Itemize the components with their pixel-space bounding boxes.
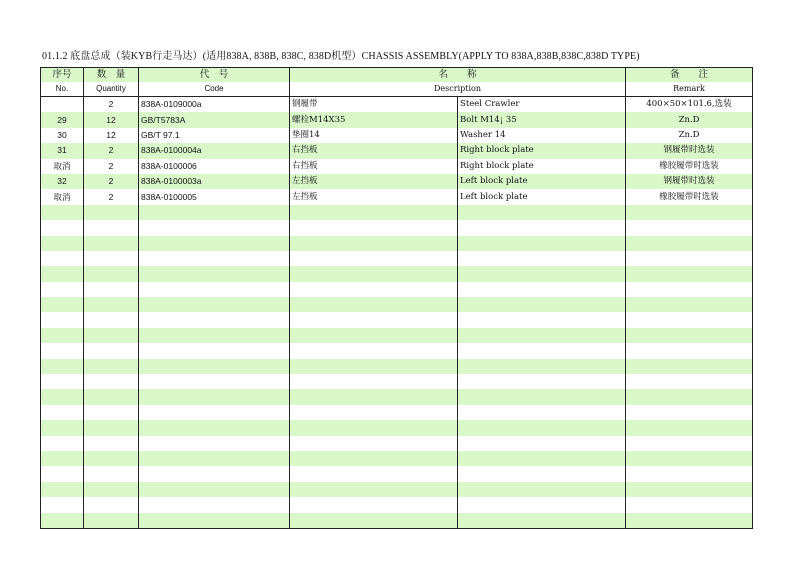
cell-remark: Zn.D — [626, 128, 753, 143]
cell-name-en — [458, 466, 626, 481]
cell-qty — [84, 251, 139, 266]
page-title: 01.1.2 底盘总成（装KYB行走马达）(适用838A, 838B, 838C, 838D机型）CHASSIS ASSEMBLY(APPLY TO 838A,838B,838C,838D TYPE) — [42, 51, 640, 62]
cell-code — [139, 359, 290, 374]
cell-remark — [626, 513, 753, 529]
header-remark-cn: 备 注 — [626, 68, 753, 83]
cell-remark — [626, 374, 753, 389]
header-qty-cn: 数 量 — [84, 68, 139, 83]
cell-remark — [626, 328, 753, 343]
empty-row — [41, 328, 753, 343]
empty-row — [41, 343, 753, 358]
cell-qty — [84, 297, 139, 312]
cell-name-cn: 左挡板 — [290, 174, 458, 189]
cell-code: 838A-0100005 — [139, 189, 290, 204]
cell-code — [139, 513, 290, 529]
cell-name-en: Steel Crawler — [458, 97, 626, 113]
empty-row — [41, 359, 753, 374]
cell-no — [41, 282, 84, 297]
cell-qty — [84, 205, 139, 220]
cell-remark — [626, 405, 753, 420]
header-name-cn: 名 称 — [290, 68, 626, 83]
cell-name-en — [458, 359, 626, 374]
cell-name-cn — [290, 343, 458, 358]
table-row — [41, 97, 753, 113]
cell-code — [139, 236, 290, 251]
cell-no: 32 — [41, 174, 84, 189]
cell-name-en: Left block plate — [458, 189, 626, 204]
cell-no — [41, 220, 84, 235]
cell-qty — [84, 220, 139, 235]
cell-name-en — [458, 513, 626, 529]
cell-qty — [84, 282, 139, 297]
cell-remark — [626, 343, 753, 358]
cell-name-en — [458, 389, 626, 404]
cell-qty — [84, 466, 139, 481]
cell-name-en — [458, 236, 626, 251]
cell-code — [139, 220, 290, 235]
cell-no — [41, 436, 84, 451]
empty-row — [41, 405, 753, 420]
cell-qty — [84, 513, 139, 529]
cell-code — [139, 482, 290, 497]
cell-remark — [626, 420, 753, 435]
cell-name-cn — [290, 251, 458, 266]
cell-qty: 2 — [84, 189, 139, 204]
cell-name-cn — [290, 282, 458, 297]
cell-name-en — [458, 343, 626, 358]
empty-row — [41, 513, 753, 529]
header-row-en — [41, 82, 753, 97]
table-row — [41, 112, 753, 127]
cell-no — [41, 343, 84, 358]
cell-qty — [84, 266, 139, 281]
empty-row — [41, 251, 753, 266]
cell-remark — [626, 297, 753, 312]
cell-remark — [626, 251, 753, 266]
cell-remark — [626, 205, 753, 220]
empty-row — [41, 374, 753, 389]
cell-name-cn — [290, 513, 458, 529]
cell-name-cn — [290, 451, 458, 466]
cell-remark — [626, 236, 753, 251]
empty-row — [41, 205, 753, 220]
cell-name-cn — [290, 389, 458, 404]
header-remark-en: Remark — [626, 82, 753, 97]
cell-name-cn: 钢履带 — [290, 97, 458, 113]
cell-code — [139, 266, 290, 281]
empty-row — [41, 466, 753, 481]
cell-remark — [626, 436, 753, 451]
cell-no — [41, 405, 84, 420]
cell-code: 838A-0100004a — [139, 143, 290, 158]
cell-remark — [626, 497, 753, 512]
cell-remark: 橡胶履带时选装 — [626, 189, 753, 204]
cell-code — [139, 497, 290, 512]
cell-name-cn — [290, 236, 458, 251]
cell-no — [41, 359, 84, 374]
cell-no — [41, 374, 84, 389]
cell-no: 31 — [41, 143, 84, 158]
empty-row — [41, 220, 753, 235]
cell-name-cn — [290, 497, 458, 512]
cell-qty — [84, 389, 139, 404]
cell-code — [139, 205, 290, 220]
cell-name-en: Right block plate — [458, 143, 626, 158]
table-row — [41, 189, 753, 204]
header-no-en: No. — [41, 82, 84, 97]
cell-no: 取消 — [41, 189, 84, 204]
empty-row — [41, 389, 753, 404]
cell-name-en — [458, 282, 626, 297]
cell-qty: 2 — [84, 97, 139, 113]
cell-name-cn — [290, 436, 458, 451]
cell-code: 838A-0100006 — [139, 159, 290, 174]
cell-code — [139, 312, 290, 327]
cell-remark — [626, 466, 753, 481]
cell-code: GB/T 97.1 — [139, 128, 290, 143]
cell-code: 838A-0100003a — [139, 174, 290, 189]
cell-name-cn: 右挡板 — [290, 143, 458, 158]
cell-name-en — [458, 220, 626, 235]
table-row — [41, 159, 753, 174]
cell-code: GB/T5783A — [139, 112, 290, 127]
cell-name-en — [458, 436, 626, 451]
cell-remark: 橡胶履带时选装 — [626, 159, 753, 174]
cell-name-en — [458, 312, 626, 327]
cell-code — [139, 420, 290, 435]
cell-no — [41, 312, 84, 327]
cell-name-cn — [290, 297, 458, 312]
cell-code — [139, 282, 290, 297]
cell-no — [41, 97, 84, 113]
cell-remark — [626, 282, 753, 297]
cell-name-cn — [290, 466, 458, 481]
cell-name-cn: 垫圈14 — [290, 128, 458, 143]
cell-name-en — [458, 205, 626, 220]
cell-name-en — [458, 451, 626, 466]
cell-qty — [84, 482, 139, 497]
cell-name-cn — [290, 420, 458, 435]
header-qty-en: Quantity — [84, 82, 139, 97]
cell-code — [139, 343, 290, 358]
cell-name-cn — [290, 405, 458, 420]
cell-qty — [84, 236, 139, 251]
cell-qty: 2 — [84, 174, 139, 189]
cell-name-en — [458, 420, 626, 435]
parts-table — [40, 67, 753, 529]
cell-name-en: Bolt M14¡ 35 — [458, 112, 626, 127]
cell-no — [41, 297, 84, 312]
cell-name-en: Right block plate — [458, 159, 626, 174]
cell-code — [139, 466, 290, 481]
cell-no: 取消 — [41, 159, 84, 174]
cell-qty — [84, 420, 139, 435]
empty-row — [41, 266, 753, 281]
cell-name-cn — [290, 359, 458, 374]
cell-remark: Zn.D — [626, 112, 753, 127]
cell-qty — [84, 328, 139, 343]
empty-row — [41, 497, 753, 512]
cell-name-en — [458, 328, 626, 343]
cell-code — [139, 451, 290, 466]
cell-qty — [84, 436, 139, 451]
cell-name-cn: 右挡板 — [290, 159, 458, 174]
cell-no — [41, 205, 84, 220]
header-no-cn: 序号 — [41, 68, 84, 83]
cell-name-en — [458, 405, 626, 420]
cell-qty: 12 — [84, 112, 139, 127]
cell-remark — [626, 266, 753, 281]
cell-remark: 400×50×101.6,选装 — [626, 97, 753, 113]
cell-remark: 钢履带时选装 — [626, 174, 753, 189]
table-row — [41, 174, 753, 189]
cell-qty: 2 — [84, 159, 139, 174]
cell-qty — [84, 405, 139, 420]
cell-no: 29 — [41, 112, 84, 127]
cell-no — [41, 466, 84, 481]
cell-name-cn — [290, 482, 458, 497]
cell-code — [139, 328, 290, 343]
cell-qty — [84, 374, 139, 389]
cell-code — [139, 297, 290, 312]
cell-name-en — [458, 297, 626, 312]
empty-row — [41, 451, 753, 466]
cell-qty — [84, 359, 139, 374]
cell-no — [41, 236, 84, 251]
cell-qty: 12 — [84, 128, 139, 143]
cell-remark: 钢履带时选装 — [626, 143, 753, 158]
cell-code: 838A-0109000a — [139, 97, 290, 113]
empty-row — [41, 297, 753, 312]
cell-name-cn — [290, 205, 458, 220]
cell-remark — [626, 220, 753, 235]
header-code-cn: 代 号 — [139, 68, 290, 83]
cell-name-en: Left block plate — [458, 174, 626, 189]
cell-name-cn — [290, 266, 458, 281]
empty-row — [41, 420, 753, 435]
header-name-en: Description — [290, 82, 626, 97]
header-row-cn — [41, 68, 753, 83]
cell-no — [41, 497, 84, 512]
cell-qty — [84, 451, 139, 466]
cell-code — [139, 436, 290, 451]
empty-row — [41, 312, 753, 327]
cell-remark — [626, 451, 753, 466]
cell-code — [139, 251, 290, 266]
cell-name-en — [458, 374, 626, 389]
cell-name-en — [458, 497, 626, 512]
cell-no — [41, 451, 84, 466]
cell-name-cn — [290, 374, 458, 389]
cell-no — [41, 266, 84, 281]
cell-name-cn: 左挡板 — [290, 189, 458, 204]
cell-code — [139, 389, 290, 404]
cell-code — [139, 374, 290, 389]
cell-name-en: Washer 14 — [458, 128, 626, 143]
cell-remark — [626, 389, 753, 404]
cell-no — [41, 420, 84, 435]
header-code-en: Code — [139, 82, 290, 97]
cell-no — [41, 328, 84, 343]
cell-qty — [84, 497, 139, 512]
cell-qty: 2 — [84, 143, 139, 158]
cell-no — [41, 389, 84, 404]
cell-remark — [626, 359, 753, 374]
cell-code — [139, 405, 290, 420]
cell-remark — [626, 312, 753, 327]
cell-name-en — [458, 482, 626, 497]
cell-no — [41, 482, 84, 497]
cell-name-cn — [290, 328, 458, 343]
empty-row — [41, 236, 753, 251]
cell-name-cn: 螺栓M14X35 — [290, 112, 458, 127]
cell-name-en — [458, 251, 626, 266]
cell-no: 30 — [41, 128, 84, 143]
cell-name-cn — [290, 220, 458, 235]
cell-qty — [84, 343, 139, 358]
empty-row — [41, 282, 753, 297]
cell-name-cn — [290, 312, 458, 327]
empty-row — [41, 436, 753, 451]
cell-remark — [626, 482, 753, 497]
empty-row — [41, 482, 753, 497]
cell-name-en — [458, 266, 626, 281]
cell-no — [41, 251, 84, 266]
table-row — [41, 143, 753, 158]
table-row — [41, 128, 753, 143]
cell-no — [41, 513, 84, 529]
cell-qty — [84, 312, 139, 327]
